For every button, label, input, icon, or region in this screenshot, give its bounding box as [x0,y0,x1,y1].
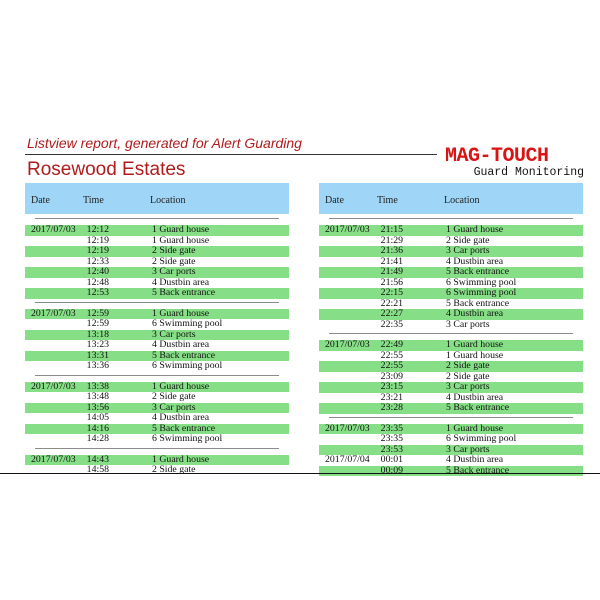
column-header [25,183,289,214]
row-time: 13:38 [86,380,109,392]
column-header [319,183,583,214]
patrol-group [25,309,289,372]
row-time: 12:59 [86,307,109,319]
group-separator [35,375,279,376]
row-location: 1 Guard house [152,234,210,246]
row-location: 3 Car ports [446,443,490,455]
row-time: 00:01 [380,454,403,465]
header-time: Time [377,195,398,206]
row-time: 23:15 [380,381,403,392]
row-location: 3 Car ports [446,381,490,392]
row-location: 3 Car ports [152,328,196,340]
row-location: 2 Side gate [152,245,196,256]
row-time: 13:36 [86,360,109,371]
row-time: 23:21 [380,391,403,403]
header-time: Time [83,195,104,206]
patrol-group [319,340,583,414]
row-location: 2 Side gate [446,360,490,371]
row-date: 2017/07/03 [325,422,370,434]
table-row [25,225,289,236]
table-row [25,413,289,424]
row-time: 21:15 [380,224,403,235]
table-row [25,361,289,372]
row-location: 3 Car ports [446,318,490,330]
patrol-groups-left [25,218,289,476]
row-location: 4 Dustbin area [152,412,210,423]
group-separator [329,333,573,334]
row-date: 2017/07/03 [31,307,76,319]
row-location: 5 Back entrance [152,422,216,434]
row-time: 22:35 [380,318,403,330]
row-time: 13:23 [86,339,109,350]
table-row [25,434,289,445]
row-time: 23:53 [380,443,403,455]
row-time: 12:59 [86,318,109,329]
row-location: 6 Swimming pool [152,433,223,444]
brand-name: MAG-TOUCH [445,145,549,168]
row-location: 1 Guard house [446,349,504,361]
row-location: 4 Dustbin area [446,255,504,267]
group-separator [329,218,573,219]
row-time: 22:27 [380,308,403,319]
row-location: 1 Guard house [152,380,210,392]
row-location: 2 Side gate [152,464,196,475]
row-location: 6 Swimming pool [446,287,517,298]
row-location: 4 Dustbin area [446,454,504,465]
report-column-right [319,183,583,476]
row-time: 12:48 [86,276,109,288]
row-date: 2017/07/03 [31,453,76,465]
report-column-left [25,183,289,476]
row-location: 5 Back entrance [446,297,510,309]
row-location: 5 Back entrance [152,287,216,298]
table-row [319,403,583,414]
report-subtitle: Listview report, generated for Alert Guarding [27,135,302,151]
row-time: 22:21 [380,297,403,309]
table-row [25,246,289,257]
table-row [319,309,583,320]
patrol-group [25,225,289,299]
row-time: 21:36 [380,245,403,256]
header-date: Date [31,195,50,206]
row-time: 13:31 [86,349,109,361]
row-time: 13:56 [86,401,109,413]
group-separator [35,218,279,219]
table-row [25,392,289,403]
row-location: 1 Guard house [446,422,504,434]
row-time: 14:28 [86,433,109,444]
row-time: 14:58 [86,464,109,475]
row-location: 5 Back entrance [446,266,510,277]
row-location: 2 Side gate [446,234,490,246]
row-time: 22:55 [380,360,403,371]
row-location: 4 Dustbin area [446,308,504,319]
table-row [25,267,289,278]
table-row [25,319,289,330]
row-location: 3 Car ports [446,245,490,256]
row-date: 2017/07/03 [31,380,76,392]
row-time: 22:15 [380,287,403,298]
row-time: 23:09 [380,370,403,382]
row-time: 12:53 [86,287,109,298]
table-row [319,246,583,257]
row-date: 2017/07/03 [325,224,370,235]
patrol-groups-right [319,218,583,476]
row-location: 4 Dustbin area [446,391,504,403]
row-location: 5 Back entrance [152,349,216,361]
group-separator [329,417,573,418]
row-time: 23:35 [380,422,403,434]
row-location: 2 Side gate [152,391,196,402]
table-row [319,455,583,466]
table-row [25,288,289,299]
row-time: 12:33 [86,255,109,267]
row-location: 3 Car ports [152,401,196,413]
header-date: Date [325,195,344,206]
patrol-group [25,382,289,445]
page-bottom-rule [0,473,600,474]
row-location: 1 Guard house [152,453,210,465]
table-row [319,225,583,236]
row-time: 12:19 [86,245,109,256]
table-row [319,382,583,393]
row-time: 00:09 [380,464,403,476]
row-time: 21:49 [380,266,403,277]
table-row [319,288,583,299]
row-location: 5 Back entrance [446,402,510,413]
row-time: 12:12 [86,224,109,235]
row-time: 21:29 [380,234,403,246]
table-row [25,340,289,351]
row-time: 22:55 [380,349,403,361]
header-divider [25,154,437,155]
row-date: 2017/07/03 [325,339,370,350]
row-location: 1 Guard house [446,224,504,235]
row-location: 4 Dustbin area [152,276,210,288]
brand-logo [445,147,590,179]
row-location: 1 Guard house [446,339,504,350]
patrol-group [319,225,583,330]
row-time: 23:28 [380,402,403,413]
row-location: 1 Guard house [152,307,210,319]
row-location: 6 Swimming pool [152,360,223,371]
row-time: 21:41 [380,255,403,267]
table-row [319,320,583,331]
row-time: 12:40 [86,266,109,277]
row-time: 21:56 [380,276,403,288]
row-date: 2017/07/04 [325,454,370,465]
table-row [319,434,583,445]
table-row [319,361,583,372]
row-time: 13:18 [86,328,109,340]
row-date: 2017/07/03 [31,224,76,235]
row-time: 13:48 [86,391,109,402]
row-time: 12:19 [86,234,109,246]
row-time: 23:35 [380,433,403,444]
row-location: 6 Swimming pool [446,276,517,288]
table-row [319,466,583,477]
row-location: 1 Guard house [152,224,210,235]
row-location: 3 Car ports [152,266,196,277]
header-location: Location [444,195,480,206]
row-location: 2 Side gate [446,370,490,382]
group-separator [35,448,279,449]
header-location: Location [150,195,186,206]
row-location: 2 Side gate [152,255,196,267]
patrol-group [319,424,583,477]
row-location: 4 Dustbin area [152,339,210,350]
group-separator [35,302,279,303]
row-time: 22:49 [380,339,403,350]
table-row [319,267,583,278]
row-location: 5 Back entrance [446,464,510,476]
row-location: 6 Swimming pool [446,433,517,444]
row-location: 6 Swimming pool [152,318,223,329]
estate-title: Rosewood Estates [27,159,186,180]
row-time: 14:05 [86,412,109,423]
table-row [319,340,583,351]
brand-tagline: Guard Monitoring [473,166,584,179]
row-time: 14:43 [86,453,109,465]
row-time: 14:16 [86,422,109,434]
